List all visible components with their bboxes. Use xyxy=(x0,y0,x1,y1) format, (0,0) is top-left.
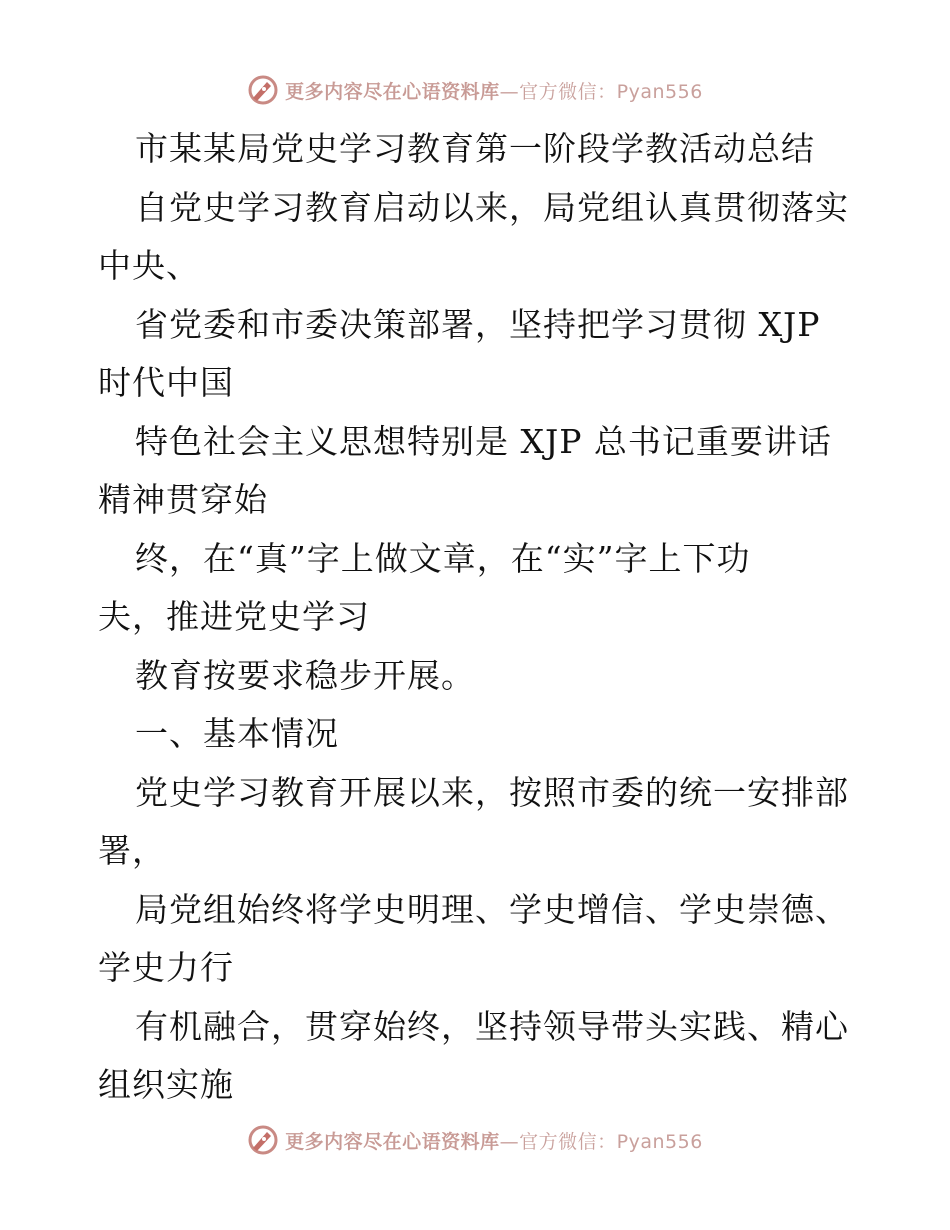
text-line: 特色社会主义思想特别是 XJP 总书记重要讲话 xyxy=(135,421,832,461)
document-body xyxy=(98,120,898,1115)
watermark-footer xyxy=(0,1120,950,1160)
watermark-separator: — xyxy=(499,1130,520,1153)
text-line: 署， xyxy=(98,831,166,870)
text-line: 教育按要求稳步开展。 xyxy=(135,655,475,695)
watermark-header xyxy=(0,70,950,110)
watermark-separator: — xyxy=(499,80,520,103)
text-line: 局党组始终将学史明理、学史增信、学史崇德、 xyxy=(135,889,849,929)
watermark-contact-text: 官方微信：Pyan556 xyxy=(519,1130,703,1153)
text-line: 市某某局党史学习教育第一阶段学教活动总结 xyxy=(135,129,815,168)
watermark-text xyxy=(285,77,703,104)
watermark-library-text: 更多内容尽在心语资料库 xyxy=(285,1130,500,1153)
watermark-contact-text: 官方微信：Pyan556 xyxy=(519,80,703,103)
text-line: 党史学习教育开展以来，按照市委的统一安排部 xyxy=(135,772,849,812)
text-line: 精神贯穿始 xyxy=(98,480,268,519)
text-line: 组织实施 xyxy=(98,1065,234,1104)
text-line: 有机融合，贯穿始终，坚持领导带头实践、精心 xyxy=(135,1006,849,1046)
text-line: 时代中国 xyxy=(98,363,234,402)
pen-nib-circle-icon xyxy=(247,74,279,106)
pen-nib-circle-icon xyxy=(247,1124,279,1156)
text-line: 中央、 xyxy=(98,246,200,285)
text-line: 一、基本情况 xyxy=(135,714,339,753)
text-line: 自党史学习教育启动以来，局党组认真贯彻落实 xyxy=(135,187,849,227)
watermark-library-text: 更多内容尽在心语资料库 xyxy=(285,80,500,103)
watermark-text xyxy=(285,1127,703,1154)
text-line: 夫，推进党史学习 xyxy=(98,597,370,636)
text-line: 学史力行 xyxy=(98,948,234,987)
text-line: 终，在“真”字上做文章，在“实”字上下功 xyxy=(135,538,751,578)
text-line: 省党委和市委决策部署，坚持把学习贯彻 XJP xyxy=(135,304,821,344)
